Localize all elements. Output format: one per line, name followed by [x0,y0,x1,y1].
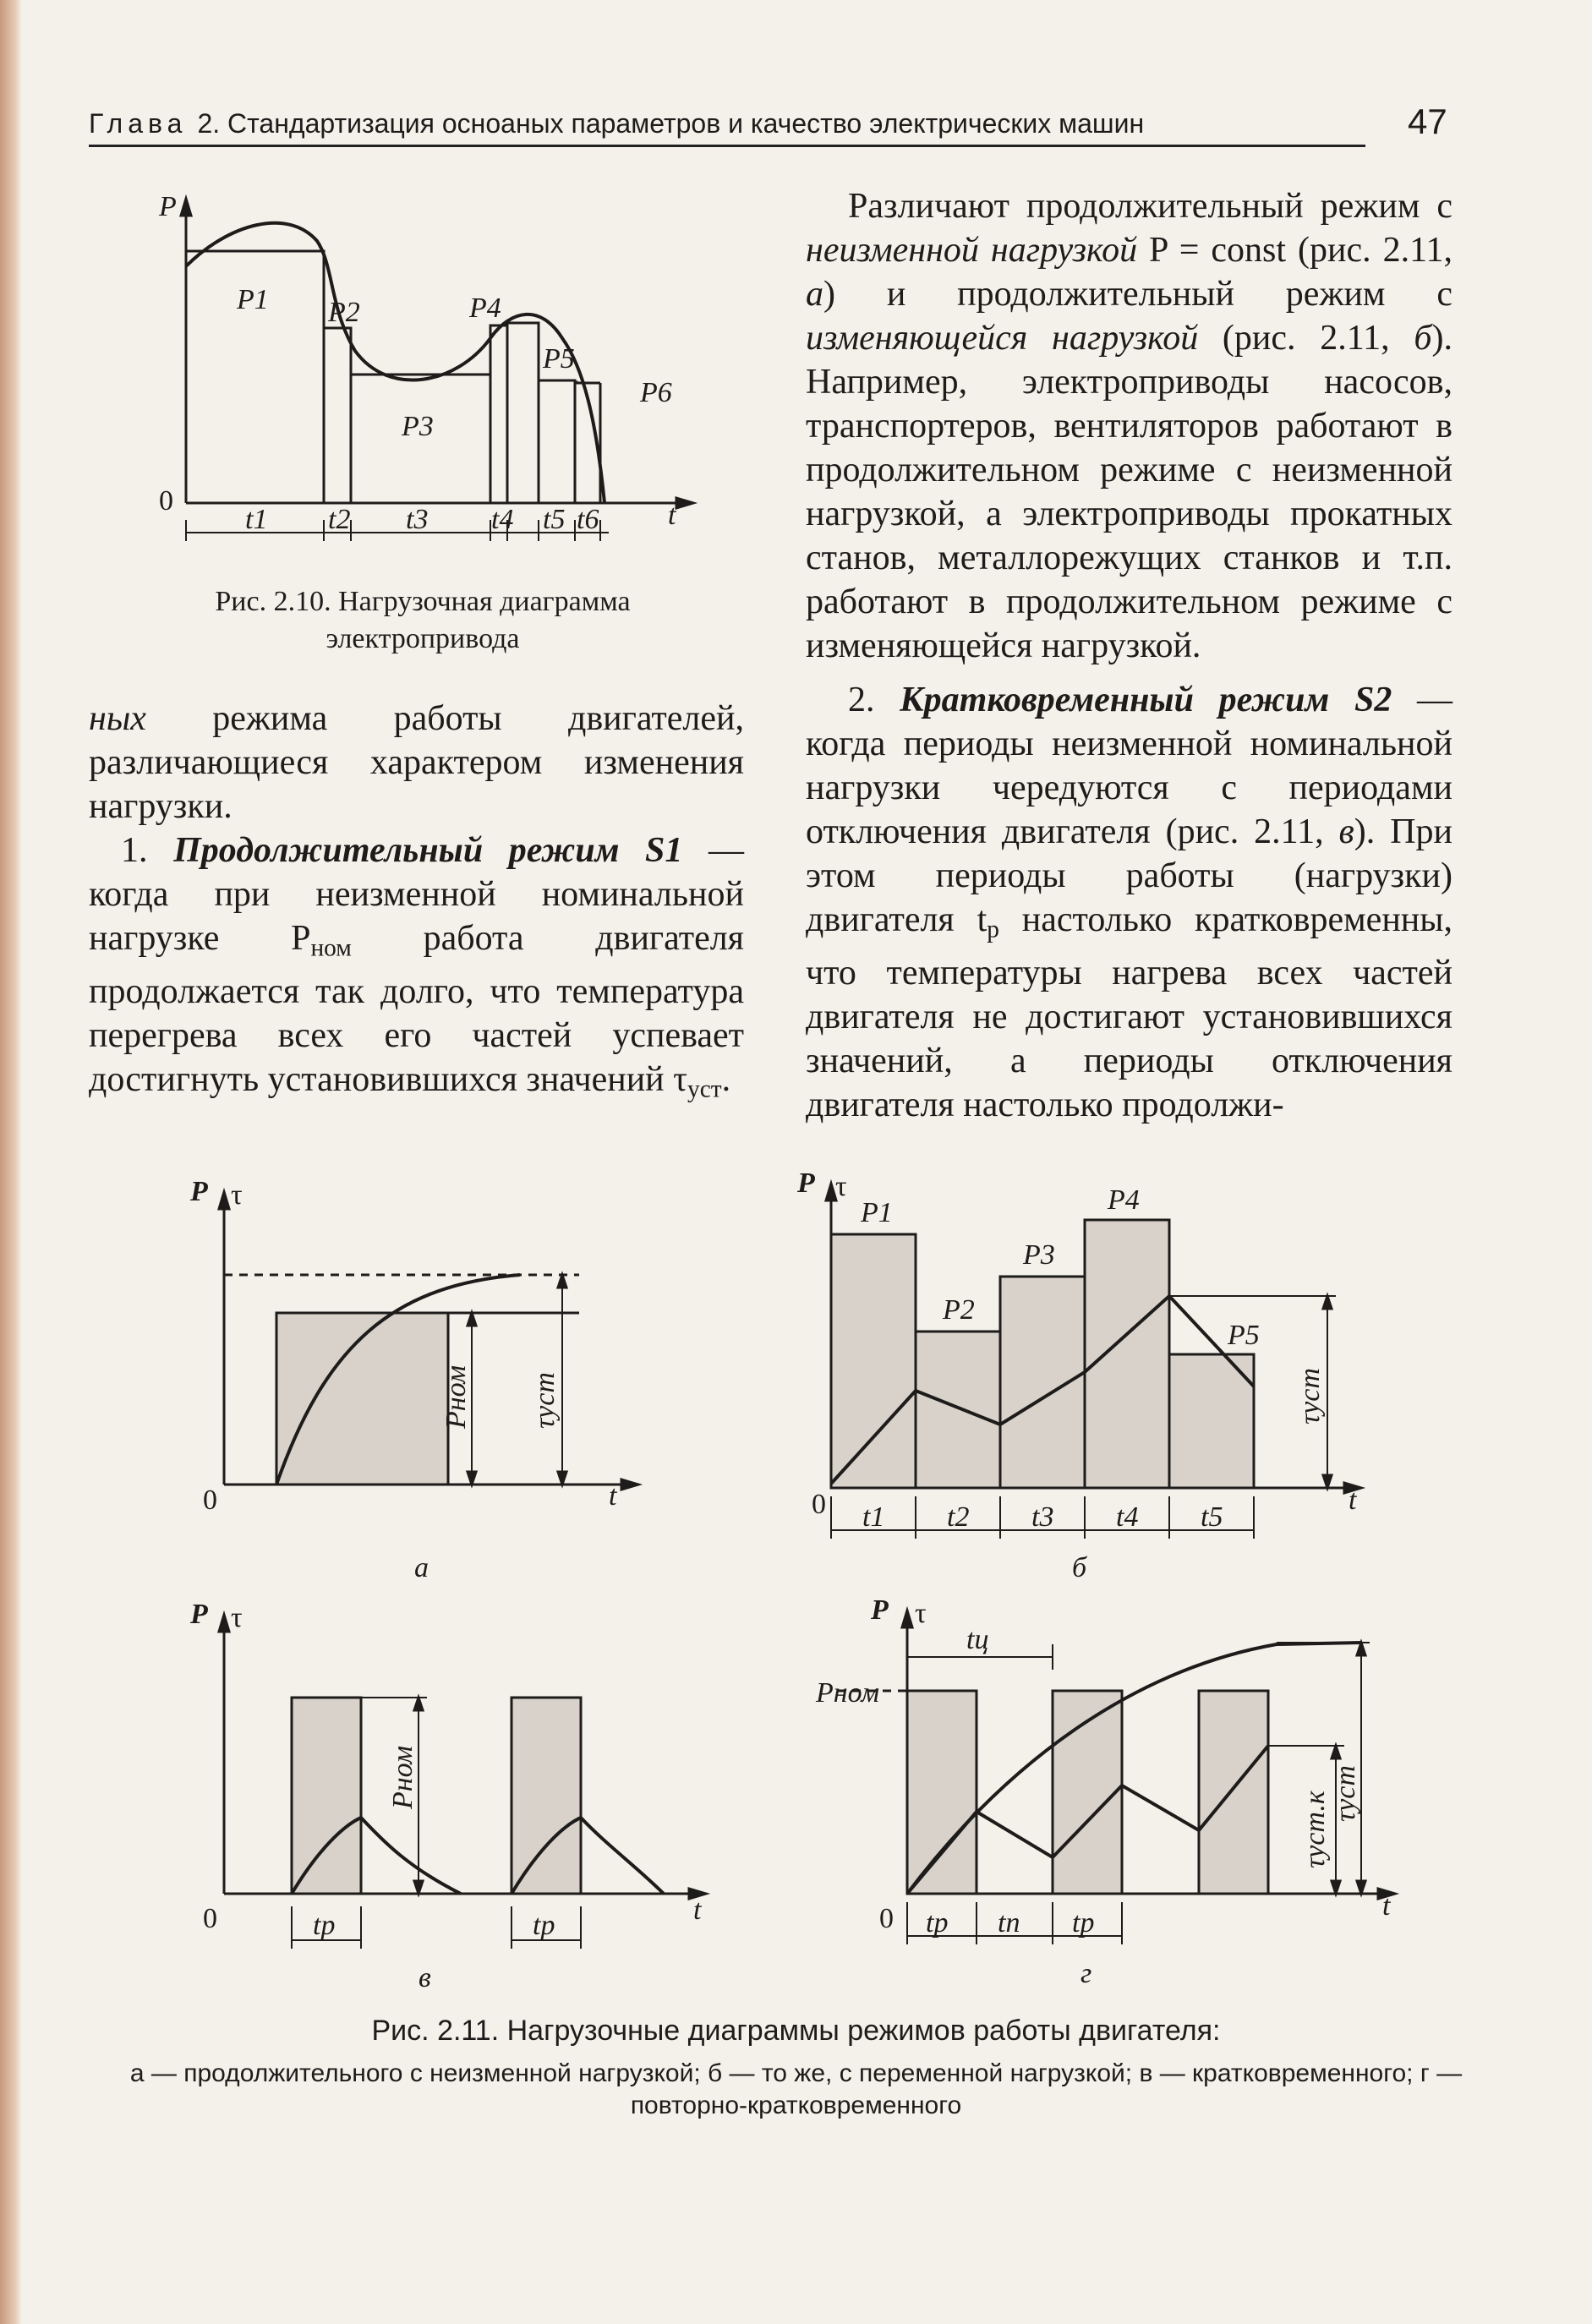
right-a2: P = const (рис. 2.11, [1137,231,1453,270]
fig210-interval-t6: t6 [577,504,599,535]
fig211d-axis-t: t [1382,1890,1391,1922]
fig210-axis-t: t [668,500,676,531]
fig211c-letter: в [419,1962,431,1993]
fig211a-tauust-label: τуст [529,1372,561,1429]
fig211b-tauust-label: τуст [1294,1368,1326,1424]
fig211-caption-title: Рис. 2.11. Нагрузочные диаграммы режимов работы двигателя: [371,2015,1221,2047]
fig211d-tauustk-label: τуст.к [1299,1791,1331,1868]
fig211b-axis-t: t [1349,1485,1357,1516]
fig211b-letter: б [1072,1552,1087,1583]
chapter-title: 2. Стандартизация осноаных параметров и качество электрических машин [197,108,1145,139]
fig211d-axis-p: P [871,1594,889,1626]
fig211d-tauust-label: τуст [1330,1765,1361,1822]
right-b-term: Кратковременный режим S2 [900,681,1392,719]
fig211a-pnom-label: Pном [440,1364,472,1429]
fig211b-interval-t2: t2 [947,1501,970,1533]
fig210-block-p3: P3 [402,411,434,442]
fig211b-interval-t5: t5 [1201,1501,1223,1533]
fig211b-origin: 0 [812,1489,826,1520]
right-column-text [806,184,1452,1127]
fig211d-tpause: tп [998,1907,1020,1938]
fig210-block-p2: P2 [328,297,360,328]
fig211-caption [110,2012,1482,2122]
fig211d-pnom-label: Pном [816,1677,880,1709]
right-a5: ). Например, электроприводы насосов, транспортеров, вентиляторов работают в продолжительном режиме с неизменной нагрузкой, а электроприводы прокатных станов, металлорежущих станков и т.п. работают в продолжительном режиме с изменяющейся нагрузкой. [806,319,1452,665]
fig211c-axis-t: t [693,1895,702,1926]
fig211b-interval-t3: t3 [1031,1501,1054,1533]
figure-2-11-a [182,1175,655,1589]
left-p2-end: . [721,1060,731,1100]
fig211a-axis-t: t [609,1480,617,1512]
fig211b-block-p5: P5 [1228,1320,1260,1351]
right-b1: — когда периоды неизменной номинальной нагрузки чередуются с периодами отключения двигателя (рис. 2.11, [806,681,1453,851]
right-b-it: в [1338,812,1354,851]
right-b2: ). При этом периоды работы (нагрузки) двигателя t [806,812,1453,939]
fig210-origin: 0 [159,485,173,517]
left-p1-rest: режима работы двигателей, различающиеся характером изменения нагрузки. [89,699,744,826]
fig211d-origin: 0 [879,1903,894,1934]
fig211a-letter: а [414,1552,429,1583]
right-a4: (рис. 2.11, [1198,319,1414,358]
right-paragraph-2 [806,678,1452,1127]
fig211a-tau: τ [231,1179,243,1211]
right-a-it4: б [1414,319,1432,358]
fig211b-axis-p: P [797,1167,815,1199]
fig210-block-p6: P6 [640,377,672,408]
fig211b-block-p4: P4 [1108,1184,1140,1216]
right-a1: Различают продолжительный режим с [848,187,1452,226]
fig210-caption-line1: Рис. 2.10. Нагрузочная диаграмма [215,586,631,617]
fig210-block-p1: P1 [237,284,269,315]
fig211c-tp-1: tр [313,1910,336,1941]
figure-2-11-b [786,1167,1378,1589]
figure-2-11-c [182,1598,723,1995]
fig211c-pnom-label: Pном [387,1745,419,1809]
fig210-caption [127,583,719,658]
fig211d-tau: τ [915,1598,927,1629]
fig211b-tau: τ [835,1171,847,1202]
fig211d-letter: г [1080,1958,1092,1989]
left-p2-term: Продолжительный режим S1 [173,831,683,870]
fig210-interval-t1: t1 [245,504,268,535]
fig211b-interval-t1: t1 [862,1501,885,1533]
right-paragraph-1 [806,184,1452,668]
right-a-it2: а [806,275,823,314]
page-number: 47 [1408,101,1447,141]
right-a3: ) и продолжительный режим с [823,275,1452,314]
left-p2-sub2: уст [687,1075,722,1103]
chapter-label: Глава [89,108,188,139]
figure-2-10 [135,190,710,554]
right-b-sub: р [987,916,999,943]
left-p2-num: 1. [121,831,174,870]
fig211b-interval-t4: t4 [1116,1501,1139,1533]
fig210-interval-t4: t4 [491,504,514,535]
fig211c-axis-p: P [190,1599,208,1630]
fig211d-tp-1: tр [926,1907,949,1938]
left-p2-body: — когда при неизменной номинальной нагрузке P [89,831,745,958]
fig211c-origin: 0 [203,1903,217,1934]
left-paragraph-2 [89,828,744,1112]
fig211b-block-p2: P2 [943,1294,975,1326]
right-b3: настолько кратковременны, что температуры нагрева всех частей двигателя не достигают установившихся значений, а периоды отключения двигателя настолько продолжи- [806,900,1452,1125]
left-p2-body2: работа двигателя продолжается так долго, что температура перегрева всех его частей успевает достигнуть установившихся значений τ [89,919,744,1100]
page-spine-shadow [0,0,22,2324]
fig210-axis-p: P [159,191,177,222]
fig210-interval-t2: t2 [328,504,351,535]
fig210-caption-line2: электропривода [326,623,520,654]
left-paragraph-1 [89,697,744,828]
left-p2-sub: ном [310,934,352,962]
fig210-block-p5: P5 [543,343,575,375]
right-b-num: 2. [848,681,900,719]
fig211b-block-p3: P3 [1023,1239,1055,1271]
fig211c-tau: τ [231,1602,243,1633]
fig211d-tc-label: tц [966,1624,989,1655]
fig211-caption-desc: а — продолжительного с неизменной нагрузкой; б — то же, с переменной нагрузкой; в — кратковременного; г — повторно-кратковременного [129,2059,1463,2119]
right-a-it1: неизменной нагрузкой [806,231,1138,270]
left-column-text [89,697,744,1112]
fig211a-origin: 0 [203,1485,217,1516]
fig210-block-p4: P4 [469,293,501,324]
fig211b-block-p1: P1 [861,1197,893,1228]
running-header [89,108,1365,147]
left-p1-italic: ных [89,699,146,738]
fig211c-tp-2: tр [533,1910,555,1941]
right-a-it3: изменяющейся нагрузкой [806,319,1199,358]
fig210-interval-t5: t5 [543,504,566,535]
fig211d-tp-2: tр [1072,1907,1095,1938]
fig211a-axis-p: P [190,1176,208,1207]
figure-2-11-d [752,1594,1412,1995]
fig210-interval-t3: t3 [406,504,429,535]
